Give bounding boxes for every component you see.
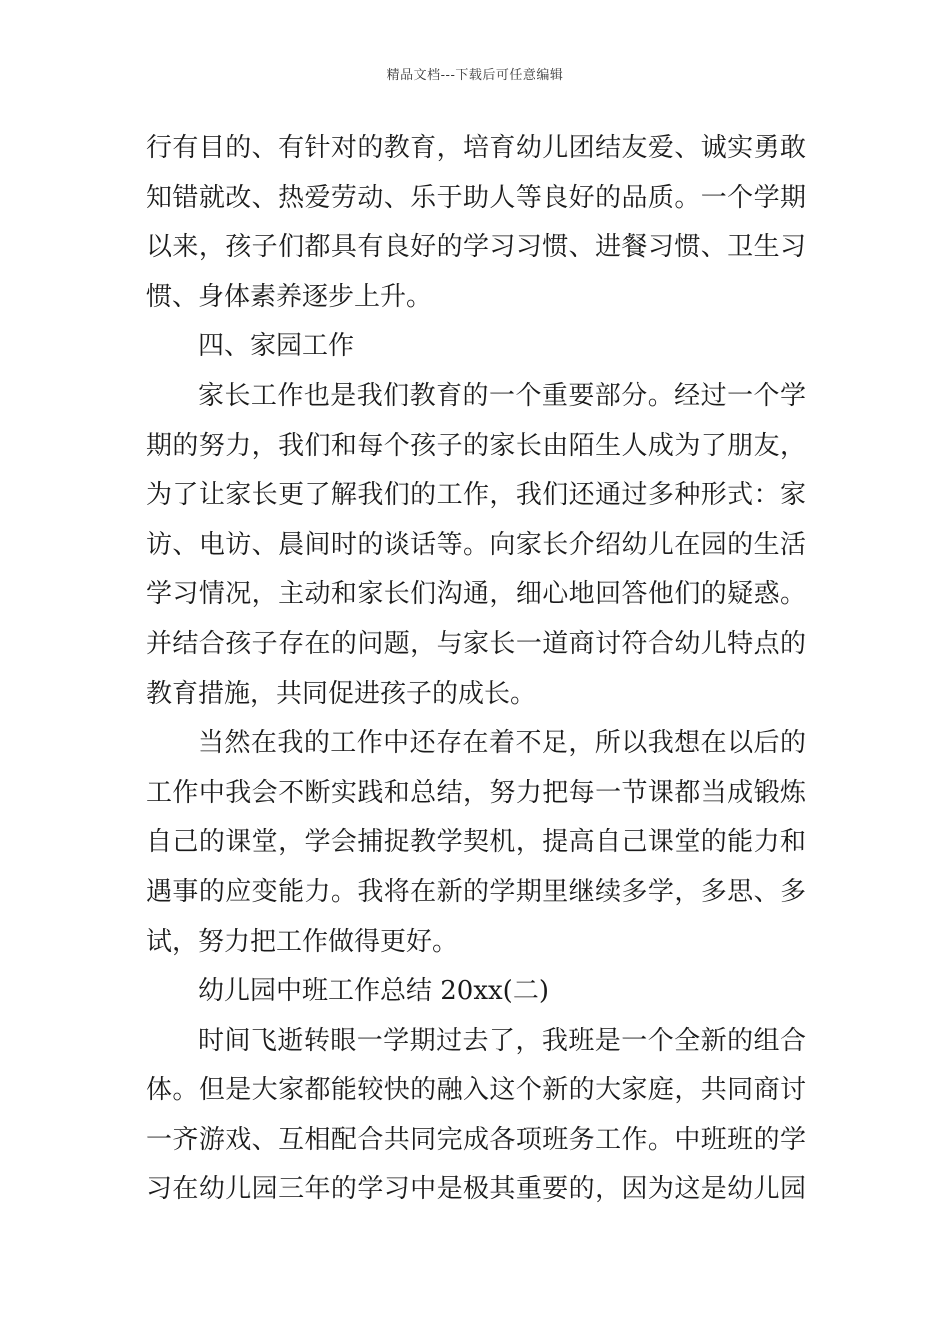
body-line: 期的努力，我们和每个孩子的家长由陌生人成为了朋友， [146,430,806,461]
body-line: 习在幼儿园三年的学习中是极其重要的，因为这是幼儿园 [146,1174,806,1205]
body-line: 时间飞逝转眼一学期过去了，我班是一个全新的组合 [198,1025,806,1056]
body-line: 惯、身体素养逐步上升。 [146,281,433,312]
body-line: 一齐游戏、互相配合共同完成各项班务工作。中班班的学 [146,1124,806,1155]
body-line: 行有目的、有针对的教育，培育幼儿团结友爱、诚实勇敢 [146,133,806,163]
body-line: 为了让家长更了解我们的工作，我们还通过多种形式：家 [146,480,806,511]
page-header: 精品文档---下载后可任意编辑 [386,68,564,83]
body-line: 学习情况，主动和家长们沟通，细心地回答他们的疑惑。 [146,579,806,610]
body-line: 访、电访、晨间时的谈话等。向家长介绍幼儿在园的生活 [146,529,806,560]
body-line: 并结合孩子存在的问题，与家长一道商讨符合幼儿特点的 [146,628,806,659]
body-line: 教育措施，共同促进孩子的成长。 [146,678,537,709]
body-line: 自己的课堂，学会捕捉教学契机，提高自己课堂的能力和 [146,827,806,858]
body-line: 工作中我会不断实践和总结，努力把每一节课都当成锻炼 [146,777,806,808]
body-line: 当然在我的工作中还存在着不足，所以我想在以后的 [198,728,806,759]
document-title: 幼儿园中班工作总结 20xx(二) [198,976,549,1007]
body-line: 体。但是大家都能较快的融入这个新的大家庭，共同商讨 [146,1075,806,1106]
body-line: 家长工作也是我们教育的一个重要部分。经过一个学 [198,380,806,411]
body-line: 试，努力把工作做得更好。 [146,926,459,957]
section-heading: 四、家园工作 [198,331,355,362]
document-body [146,124,806,1215]
body-line: 知错就改、热爱劳动、乐于助人等良好的品质。一个学期 [146,182,806,213]
body-line: 遇事的应变能力。我将在新的学期里继续多学，多思、多 [146,876,806,907]
body-line: 以来，孩子们都具有良好的学习习惯、进餐习惯、卫生习 [146,232,806,263]
